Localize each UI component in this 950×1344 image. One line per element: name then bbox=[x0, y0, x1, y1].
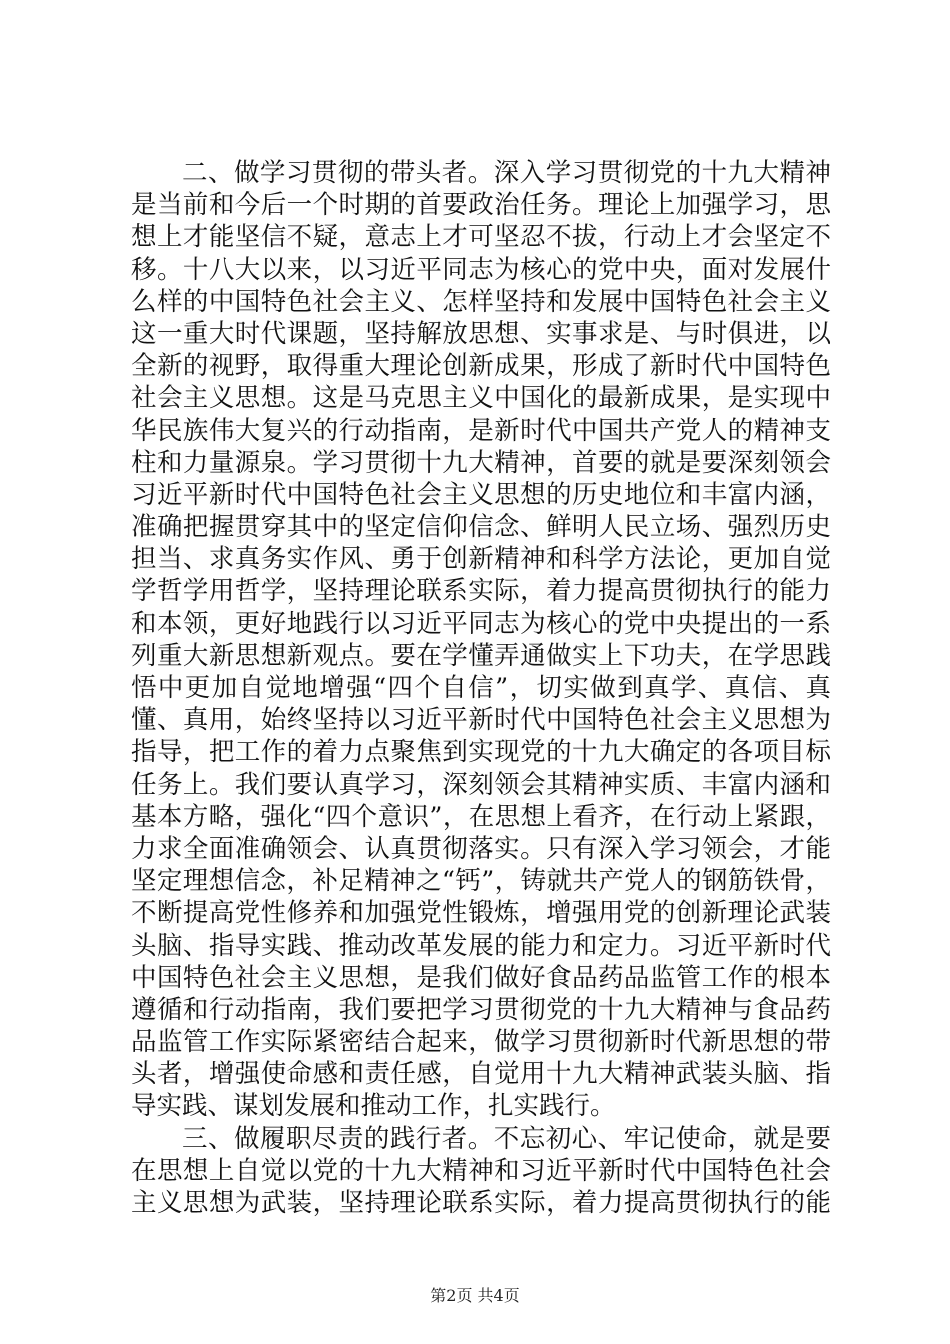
paragraph-line: 基本方略，强化“四个意识”，在思想上看齐，在行动上紧跟， bbox=[131, 801, 831, 832]
paragraph-line: 力求全面准确领会、认真贯彻落实。只有深入学习领会，才能 bbox=[131, 833, 831, 864]
paragraph-line: 列重大新思想新观点。要在学懂弄通做实上下功夫，在学思践 bbox=[131, 640, 831, 671]
paragraph-line: 坚定理想信念，补足精神之“钙”，铸就共产党人的钢筋铁骨， bbox=[131, 866, 831, 897]
paragraph-line: 头者，增强使命感和责任感，自觉用十九大精神武装头脑、指 bbox=[131, 1059, 831, 1090]
paragraph-line: 二、做学习贯彻的带头者。深入学习贯彻党的十九大精神 bbox=[182, 158, 831, 188]
paragraph-line: 指导，把工作的着力点聚焦到实现党的十九大确定的各项目标 bbox=[131, 737, 831, 768]
paragraph-line: 社会主义思想。这是马克思主义中国化的最新成果，是实现中 bbox=[131, 383, 831, 414]
paragraph-line: 中国特色社会主义思想，是我们做好食品药品监管工作的根本 bbox=[131, 962, 831, 993]
page-footer: 第2页 共4页 bbox=[430, 1286, 520, 1305]
body-text bbox=[131, 157, 831, 1219]
paragraph-line: 么样的中国特色社会主义、怎样坚持和发展中国特色社会主义 bbox=[131, 286, 831, 317]
paragraph-line: 不断提高党性修养和加强党性锻炼，增强用党的创新理论武装 bbox=[131, 898, 831, 929]
paragraph-line: 担当、求真务实作风、勇于创新精神和科学方法论，更加自觉 bbox=[131, 544, 831, 575]
paragraph-line: 头脑、指导实践、推动改革发展的能力和定力。习近平新时代 bbox=[131, 930, 831, 961]
paragraph-line: 准确把握贯穿其中的坚定信仰信念、鲜明人民立场、强烈历史 bbox=[131, 512, 831, 543]
paragraph-line: 和本领，更好地践行以习近平同志为核心的党中央提出的一系 bbox=[131, 608, 831, 639]
paragraph-line: 学哲学用哲学，坚持理论联系实际，着力提高贯彻执行的能力 bbox=[131, 576, 831, 607]
paragraph-line: 品监管工作实际紧密结合起来，做学习贯彻新时代新思想的带 bbox=[131, 1027, 831, 1058]
paragraph-line: 悟中更加自觉地增强“四个自信”，切实做到真学、真信、真 bbox=[131, 673, 831, 703]
paragraph-line: 华民族伟大复兴的行动指南，是新时代中国共产党人的精神支 bbox=[131, 415, 831, 446]
paragraph-line: 懂、真用，始终坚持以习近平新时代中国特色社会主义思想为 bbox=[131, 705, 831, 736]
paragraph-line: 全新的视野，取得重大理论创新成果，形成了新时代中国特色 bbox=[131, 351, 831, 382]
paragraph-line: 想上才能坚信不疑，意志上才可坚忍不拔，行动上才会坚定不 bbox=[131, 222, 831, 253]
paragraph-line: 移。十八大以来，以习近平同志为核心的党中央，面对发展什 bbox=[131, 254, 831, 285]
paragraph-line: 在思想上自觉以党的十九大精神和习近平新时代中国特色社会 bbox=[131, 1155, 831, 1186]
paragraph-line: 三、做履职尽责的践行者。不忘初心、牢记使命，就是要 bbox=[182, 1123, 831, 1154]
paragraph-line: 任务上。我们要认真学习，深刻领会其精神实质、丰富内涵和 bbox=[131, 769, 831, 800]
paragraph-line: 导实践、谋划发展和推动工作，扎实践行。 bbox=[131, 1091, 616, 1122]
paragraph-line: 主义思想为武装，坚持理论联系实际，着力提高贯彻执行的能 bbox=[131, 1188, 831, 1218]
paragraph-line: 柱和力量源泉。学习贯彻十九大精神，首要的就是要深刻领会 bbox=[131, 447, 831, 478]
paragraph-line: 是当前和今后一个时期的首要政治任务。理论上加强学习，思 bbox=[131, 190, 831, 221]
paragraph-line: 这一重大时代课题，坚持解放思想、实事求是、与时俱进，以 bbox=[131, 318, 831, 349]
paragraph-line: 习近平新时代中国特色社会主义思想的历史地位和丰富内涵， bbox=[131, 479, 831, 510]
paragraph-line: 遵循和行动指南，我们要把学习贯彻党的十九大精神与食品药 bbox=[131, 994, 831, 1025]
